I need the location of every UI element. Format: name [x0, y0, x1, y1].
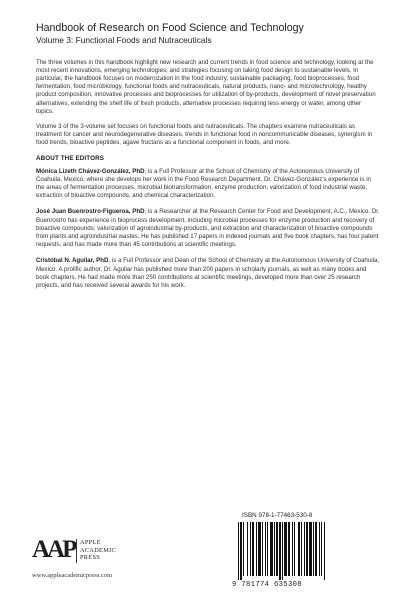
editor-bio-text: , is a Full Professor and Dean of the School of Chemistry at the Autonomous University of Coahuila, Mexico. A prolific author, Dr. Aguilar has published more than 200 papers in scholarly journals, as well as many books and book chapters. He had made more than 250 contributions at scientific meetings, developed more than over 25 research projects, and has received several awards for his work.	[36, 257, 380, 289]
barcode-bar	[294, 522, 295, 576]
editor-name: Cristóbal N. Aguilar, PhD	[36, 257, 109, 265]
barcode-bar	[262, 522, 263, 576]
logo-divider	[76, 539, 77, 563]
editor-name: José Juan Buenrostro-Figueroa, PhD	[36, 208, 145, 216]
logo-mark: AAP	[32, 536, 75, 563]
barcode-bar	[265, 522, 266, 576]
barcode-bar	[238, 522, 239, 580]
barcode-bar	[298, 522, 300, 576]
barcode-bar	[306, 522, 308, 576]
barcode-image	[234, 522, 366, 580]
barcode-bar	[256, 522, 257, 576]
logo-line: APPLE	[80, 539, 101, 546]
barcode-bar	[315, 522, 317, 576]
barcode-bar	[279, 522, 281, 580]
volume-subtitle: Volume 3: Functional Foods and Nutraceuticals	[36, 34, 212, 45]
editor-bio-text: , is a Researcher at the Research Center for Food and Development, A.C., Mexico. Dr. Buenrostro has experience in bioprocess development, including microbial processes for enzyme production and recovery of bioactive compounds; valorization of agroindustrial by-products, and extraction and characterization of bioactive compounds from plants and agroindustrial wastes. He has published 17 papers in indexed journals and five book chapters, has four patent requests, and has made more than 45 contributions at scientific meetings.	[36, 208, 380, 249]
barcode-bar	[282, 522, 283, 580]
editor-name: Mónica Lizeth Chávez-González, PhD	[36, 167, 145, 175]
publisher-url[interactable]: www.appleacademicpress.com	[32, 572, 113, 579]
barcode-bar	[304, 522, 305, 576]
barcode-bar	[324, 522, 325, 580]
barcode-digits: 9 781774 635308	[232, 581, 302, 589]
barcode-bar	[319, 522, 320, 576]
editor-bio	[36, 257, 380, 290]
barcode-bar	[321, 522, 322, 576]
editor-bio	[36, 208, 380, 249]
barcode-bar	[274, 522, 275, 576]
barcode-bar	[258, 522, 261, 576]
logo-line: PRESS	[80, 554, 101, 562]
barcode-bar	[247, 522, 248, 576]
editors-heading: ABOUT THE EDITORS	[36, 154, 105, 162]
cover-footer	[0, 502, 400, 600]
barcode-bar	[284, 522, 287, 576]
barcode-bar	[252, 522, 254, 576]
editor-bio-text: , is a Full Professor at the School of Chemistry of the Autonomous University of Coahuila, Mexico, where she develops her work in the Food Research Department. Dr. Chávez-González's experience is in the areas of fermentation processes, microbial biotransformation, enzyme production, valorization of food industrial waste, extraction of bioactive compounds, and chemical characterization.	[36, 167, 371, 200]
barcode-bar	[309, 522, 312, 576]
barcode-bar	[267, 522, 268, 576]
book-title: Handbook of Research on Food Science and Technology	[36, 22, 304, 34]
barcode-bar	[276, 522, 278, 576]
logo-line: ACADEMIC	[80, 546, 116, 554]
description-paragraph-2: Volume 3 of the 3-volume set focuses on functional foods and nutraceuticals. The chapters examine nutraceuticals as treatment for cancer and neurodegenerative diseases, trends in functional food in noncommunicable diseases, synergism in food trends, bioactive peptides, agave fructans as a functional component in foods, and more.	[36, 122, 373, 147]
barcode-bar	[243, 522, 244, 576]
barcode-bar	[240, 522, 242, 580]
barcode-bar	[292, 522, 293, 576]
barcode-bar	[313, 522, 314, 576]
barcode-bar	[301, 522, 302, 576]
publisher-logo	[32, 536, 152, 576]
isbn-label: ISBN 978-1-77463-530-8	[242, 512, 313, 519]
barcode-bar	[270, 522, 273, 576]
barcode-bar	[250, 522, 251, 576]
editor-bio	[36, 168, 380, 201]
description-paragraph-1: The three volumes in this handbook highlight new research and current trends in food science and technology, looking at the most recent innovations, emerging technologies, and strategies focusing on taking food design to sustainable levels. In particular, the handbook focuses on modernization in the food industry, sustainable packaging, food bioprocesses, food fermentation, food microbiology, functional foods and nutraceuticals, natural products, nano- and microtechnology, healthy product composition, innovative processes and bioprocesses for utilization of by-products, development of novel preservation alternatives, extending the shelf life of fresh products, alternative processes requiring less energy or water, among other topics.	[36, 58, 376, 115]
logo-wordmark	[80, 539, 116, 562]
barcode-bar	[288, 522, 290, 576]
